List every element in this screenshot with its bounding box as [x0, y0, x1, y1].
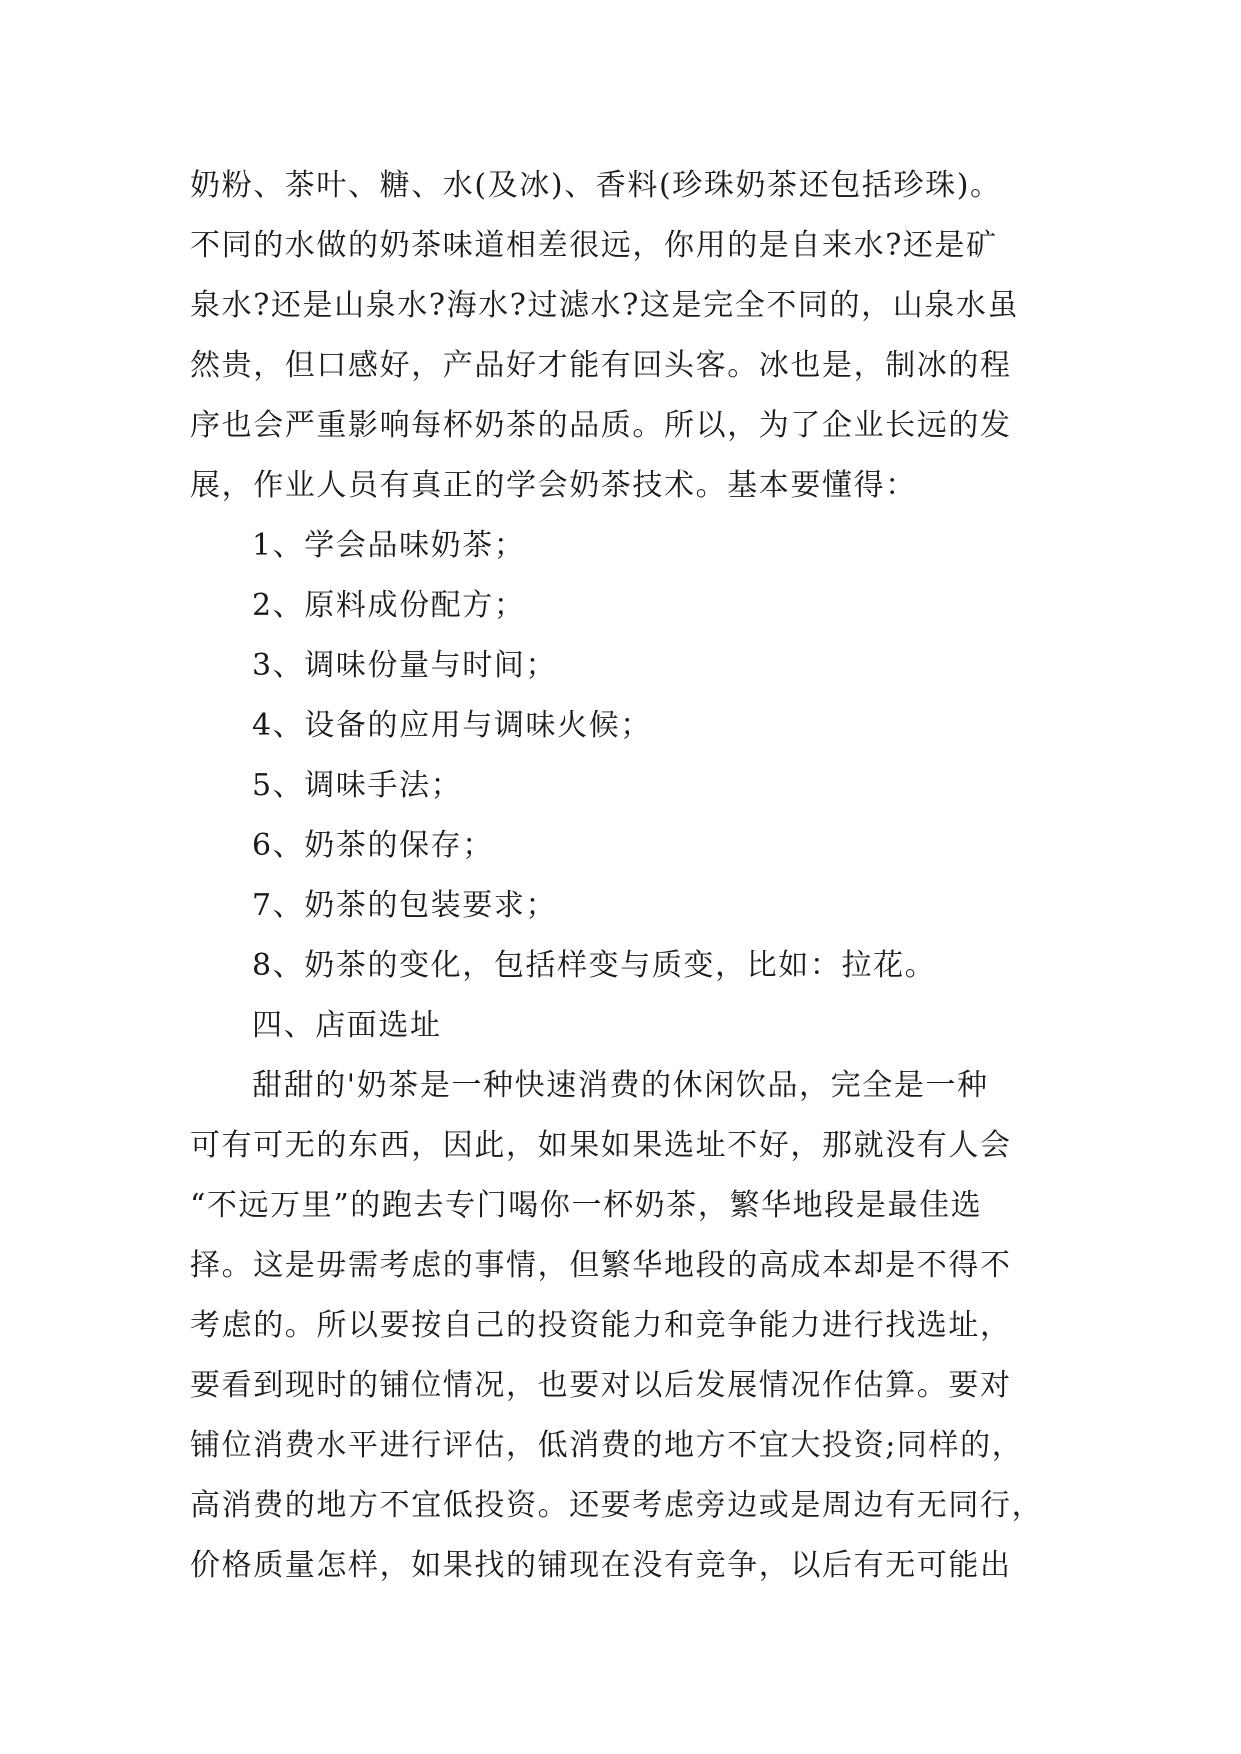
- paragraph-line: 价格质量怎样，如果找的铺现在没有竞争，以后有无可能出: [190, 1548, 1012, 1583]
- list-item: 2、原料成份配方；: [252, 588, 526, 623]
- paragraph-line: 高消费的地方不宜低投资。还要考虑旁边或是周边有无同行，: [190, 1488, 1044, 1523]
- paragraph-line: 奶粉、茶叶、糖、水(及冰)、香料(珍珠奶茶还包括珍珠)。: [190, 168, 1002, 203]
- paragraph-line: 考虑的。所以要按自己的投资能力和竞争能力进行找选址，: [190, 1308, 1012, 1343]
- paragraph-line: 可有可无的东西，因此，如果如果选址不好，那就没有人会: [190, 1128, 1012, 1163]
- paragraph-line: 不同的水做的奶茶味道相差很远，你用的是自来水?还是矿: [190, 228, 998, 263]
- list-item: 3、调味份量与时间；: [252, 648, 558, 683]
- paragraph-line: 择。这是毋需考虑的事情，但繁华地段的高成本却是不得不: [190, 1248, 1012, 1283]
- list-item: 4、设备的应用与调味火候；: [252, 708, 652, 743]
- paragraph-line: 要看到现时的铺位情况，也要对以后发展情况作估算。要对: [190, 1368, 1012, 1403]
- section-heading: 四、店面选址: [252, 1008, 442, 1043]
- paragraph-line: “不远万里”的跑去专门喝你一杯奶茶，繁华地段是最佳选: [190, 1188, 983, 1223]
- list-item: 6、奶茶的保存；: [252, 828, 494, 863]
- paragraph-line: 铺位消费水平进行评估，低消费的地方不宜大投资;同样的，: [190, 1428, 1024, 1463]
- list-item: 1、学会品味奶茶；: [252, 528, 526, 563]
- paragraph-line: 泉水?还是山泉水?海水?过滤水?这是完全不同的，山泉水虽: [190, 288, 1020, 323]
- list-item: 8、奶茶的变化，包括样变与质变，比如：拉花。: [252, 948, 937, 983]
- list-item: 7、奶茶的包装要求；: [252, 888, 558, 923]
- paragraph-line: 序也会严重影响每杯奶茶的品质。所以，为了企业长远的发: [190, 408, 1012, 443]
- paragraph-line: 甜甜的'奶茶是一种快速消费的休闲饮品，完全是一种: [252, 1068, 989, 1103]
- paragraph-line: 展，作业人员有真正的学会奶茶技术。基本要懂得：: [190, 468, 917, 503]
- list-item: 5、调味手法；: [252, 768, 463, 803]
- paragraph-line: 然贵，但口感好，产品好才能有回头客。冰也是，制冰的程: [190, 348, 1012, 383]
